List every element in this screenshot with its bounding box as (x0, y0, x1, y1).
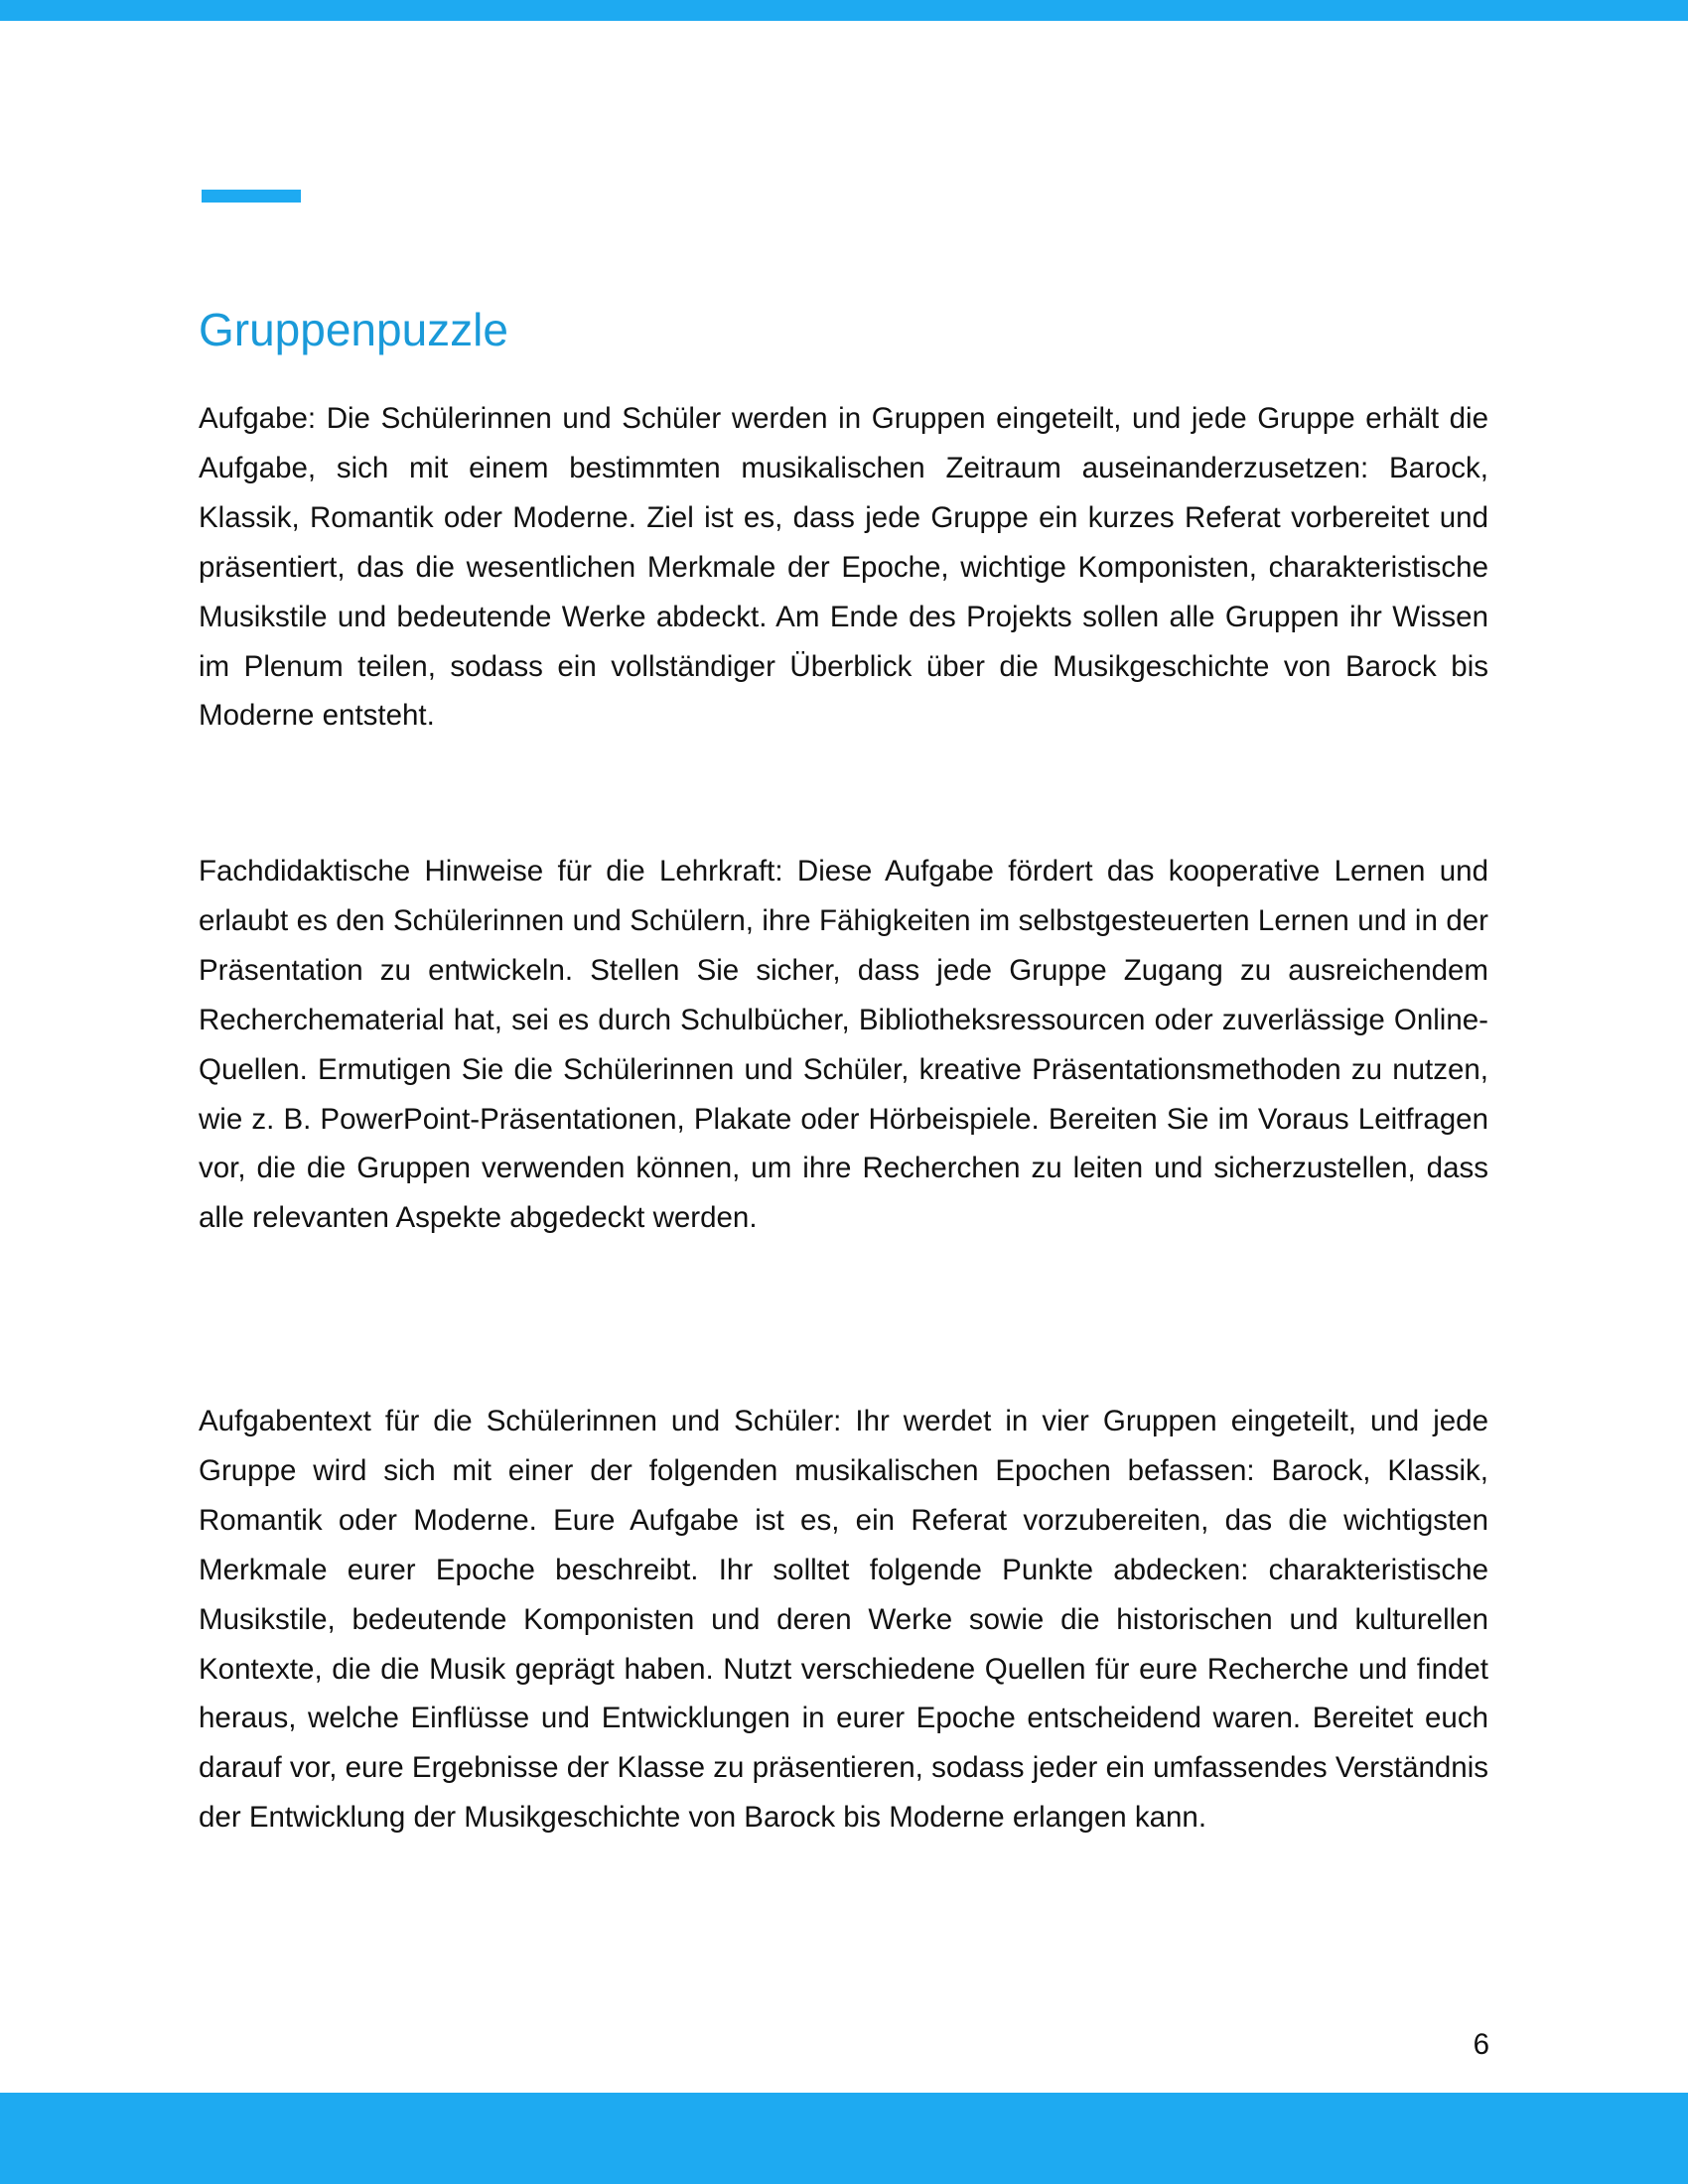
top-accent-bar (0, 0, 1688, 21)
teacher-notes-paragraph: Fachdidaktische Hinweise für die Lehrkraft: Diese Aufgabe fördert das kooperative Lernen und erlaubt es den Schülerinnen und Schülern, ihre Fähigkeiten im selbstgesteuerten Lernen und in der Präsentation zu entwickeln. Stellen Sie sicher, dass jede Gruppe Zugang zu ausreichendem Recherchematerial hat, sei es durch Schulbücher, Bibliotheksressourcen oder zuverlässige Online-Quellen. Ermutigen Sie die Schülerinnen und Schüler, kreative Präsentationsmethoden zu nutzen, wie z. B. PowerPoint-Präsentationen, Plakate oder Hörbeispiele. Bereiten Sie im Voraus Leitfragen vor, die die Gruppen verwenden können, um ihre Recherchen zu leiten und sicherzustellen, dass alle relevanten Aspekte abgedeckt werden. (199, 855, 1488, 1235)
page-number: 6 (1473, 2028, 1489, 2061)
bottom-accent-bar (0, 2093, 1688, 2184)
task-paragraph: Aufgabe: Die Schülerinnen und Schüler werden in Gruppen eingeteilt, und jede Gruppe erhält die Aufgabe, sich mit einem bestimmten musikalischen Zeitraum auseinanderzusetzen: Barock, Klassik, Romantik oder Moderne. Ziel ist es, dass jede Gruppe ein kurzes Referat vorbereitet und präsentiert, das die wesentlichen Merkmale der Epoche, wichtige Komponisten, charakteristische Musikstile und bedeutende Werke abdeckt. Am Ende des Projekts sollen alle Gruppen ihr Wissen im Plenum teilen, sodass ein vollständiger Überblick über die Musikgeschichte von Barock bis Moderne entsteht. (199, 402, 1488, 733)
student-task-paragraph: Aufgabentext für die Schülerinnen und Schüler: Ihr werdet in vier Gruppen eingeteilt, und jede Gruppe wird sich mit einer der folgenden musikalischen Epochen befassen: Barock, Klassik, Romantik oder Moderne. Eure Aufgabe ist es, ein Referat vorzubereiten, das die wichtigsten Merkmale eurer Epoche beschreibt. Ihr solltet folgende Punkte abdecken: charakteristische Musikstile, bedeutende Komponisten und deren Werke sowie die historischen und kulturellen Kontexte, die die Musik geprägt haben. Nutzt verschiedene Quellen für eure Recherche und findet heraus, welche Einflüsse und Entwicklungen in eurer Epoche entscheidend waren. Bereitet euch darauf vor, eure Ergebnisse der Klasse zu präsentieren, sodass jeder ein umfassendes Verständnis der Entwicklung der Musikgeschichte von Barock bis Moderne erlangen kann. (199, 1405, 1488, 1835)
page-title: Gruppenpuzzle (199, 304, 508, 355)
heading-accent-rule (202, 190, 301, 203)
